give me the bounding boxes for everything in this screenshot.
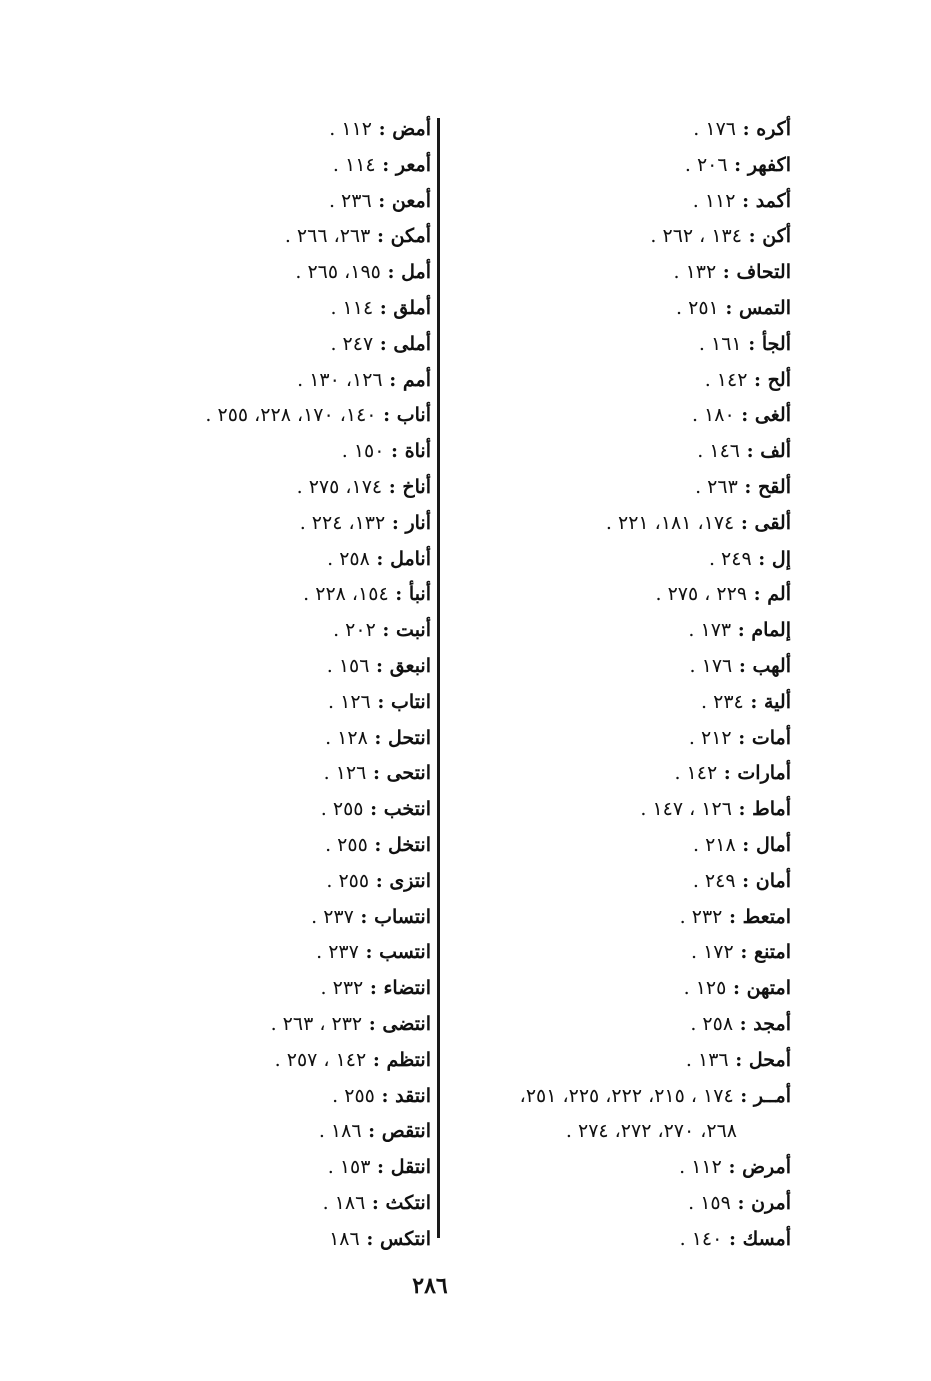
index-entry bbox=[61, 1186, 431, 1222]
index-entry bbox=[431, 398, 791, 434]
page-references: ١١٤ . bbox=[330, 296, 374, 319]
index-term: أملى bbox=[393, 332, 431, 355]
index-term: انتقل bbox=[390, 1156, 431, 1179]
page-references: ١٢٦، ١٣٠ . bbox=[297, 368, 383, 391]
index-term: إل bbox=[771, 547, 791, 570]
index-term: أمل bbox=[401, 261, 431, 284]
page-references: ١٧٣ . bbox=[688, 619, 732, 642]
term-separator: : bbox=[730, 1191, 752, 1214]
index-entry bbox=[61, 1007, 431, 1043]
index-entry bbox=[431, 900, 791, 936]
index-entry bbox=[431, 1079, 791, 1115]
page-references: ١٤٢ . bbox=[674, 762, 718, 785]
page-references: ١٤٢ ، ٢٥٧ . bbox=[274, 1048, 367, 1071]
index-entry bbox=[431, 184, 791, 220]
index-term: إلمام bbox=[751, 619, 791, 642]
index-entry bbox=[61, 864, 431, 900]
term-separator: : bbox=[373, 296, 394, 319]
index-entry bbox=[431, 1043, 791, 1079]
index-entry bbox=[61, 112, 431, 148]
page-references: ٢٣٢ . bbox=[679, 905, 723, 928]
page-references: ٢٣٤ . bbox=[701, 690, 744, 713]
page-references: ١١٢ . bbox=[679, 1156, 722, 1179]
page-references: ١٣٤ ، ٢٦٢ . bbox=[650, 225, 742, 248]
term-separator: : bbox=[366, 762, 387, 785]
index-entry bbox=[431, 649, 791, 685]
index-term: أمم bbox=[402, 368, 431, 391]
page-references: ٢٥٨ . bbox=[327, 547, 370, 570]
page-references: ١٥٦ . bbox=[326, 654, 370, 677]
page-references: ١٧٦ . bbox=[689, 654, 733, 677]
index-term: أمارات bbox=[737, 762, 791, 785]
page-references: ١٥٣ . bbox=[327, 1156, 371, 1179]
term-separator: : bbox=[376, 404, 397, 427]
index-term: انتحل bbox=[388, 726, 431, 749]
index-term: أمان bbox=[755, 869, 791, 892]
term-separator: : bbox=[367, 726, 389, 749]
index-term: امتنع bbox=[753, 941, 791, 964]
page-references: ١١٢ . bbox=[692, 189, 736, 212]
term-separator: : bbox=[740, 440, 761, 463]
term-separator: : bbox=[370, 225, 391, 248]
index-term: أنار bbox=[405, 511, 431, 534]
index-entry bbox=[61, 828, 431, 864]
term-separator: : bbox=[362, 1012, 383, 1035]
page-references: ٢٠٦ . bbox=[684, 153, 728, 176]
index-entry bbox=[431, 756, 791, 792]
index-entry bbox=[431, 1150, 791, 1186]
term-separator: : bbox=[722, 905, 743, 928]
index-entry bbox=[431, 1222, 791, 1258]
index-entry bbox=[431, 255, 791, 291]
index-term: أمحل bbox=[748, 1048, 791, 1071]
index-term: ألجأ bbox=[761, 332, 791, 355]
index-term: امتهن bbox=[746, 977, 791, 1000]
page-references: ١٨٦ . bbox=[318, 1120, 362, 1143]
term-separator: : bbox=[731, 798, 753, 821]
index-term: انتسب bbox=[379, 941, 431, 964]
index-term: أناة bbox=[404, 440, 431, 463]
index-term: انبعق bbox=[389, 654, 431, 677]
term-separator: : bbox=[353, 905, 375, 928]
page-references: ١٢٥ . bbox=[683, 977, 727, 1000]
term-separator: : bbox=[737, 475, 759, 498]
index-term: أملق bbox=[393, 296, 431, 319]
page-references: ١٥٩ . bbox=[688, 1191, 731, 1214]
index-term: انتحى bbox=[386, 762, 431, 785]
index-entry bbox=[431, 148, 791, 184]
index-term: أمال bbox=[755, 833, 791, 856]
term-separator: : bbox=[721, 1156, 743, 1179]
page-references: ١٣٢ . bbox=[673, 261, 717, 284]
index-term: أمات bbox=[751, 726, 791, 749]
index-term: أكمد bbox=[755, 189, 791, 212]
page-references: ١٧٤، ٢٧٥ . bbox=[296, 475, 383, 498]
term-separator: : bbox=[722, 1227, 743, 1250]
term-separator: : bbox=[733, 1084, 754, 1107]
index-term: أمجد bbox=[753, 1012, 791, 1035]
term-separator: : bbox=[731, 726, 752, 749]
term-separator: : bbox=[735, 833, 756, 856]
term-separator: : bbox=[716, 261, 737, 284]
index-term: أمــر bbox=[753, 1084, 791, 1107]
page-references: ٢١٨ . bbox=[692, 833, 736, 856]
index-term: امتعط bbox=[742, 905, 791, 928]
index-term: أمرن bbox=[751, 1191, 791, 1214]
page-references: ١٥٠ . bbox=[341, 440, 385, 463]
index-entry bbox=[61, 542, 431, 578]
term-separator: : bbox=[735, 869, 756, 892]
page-references: ٢٣٢ . bbox=[320, 977, 364, 1000]
term-separator: : bbox=[384, 440, 405, 463]
index-term: انتكث bbox=[385, 1191, 431, 1214]
page-references: ١٧٤ ، ٢١٥، ٢٢٢، ٢٢٥، ٢٥١، bbox=[519, 1084, 734, 1107]
term-separator: : bbox=[743, 690, 764, 713]
page-references: ٢٥١ . bbox=[676, 296, 719, 319]
index-entry bbox=[61, 577, 431, 613]
page-references: ١٤٢ . bbox=[704, 368, 748, 391]
index-entry bbox=[431, 792, 791, 828]
term-separator: : bbox=[735, 189, 756, 212]
page-references: ٢٠٢ . bbox=[333, 619, 376, 642]
index-entry bbox=[61, 900, 431, 936]
page-references: ٢٣٧ . bbox=[311, 905, 354, 928]
page-references: ١٨٦ bbox=[329, 1227, 360, 1250]
index-term: انتكس bbox=[379, 1227, 431, 1250]
term-separator: : bbox=[734, 404, 755, 427]
index-entry bbox=[431, 363, 791, 399]
term-separator: : bbox=[367, 833, 389, 856]
index-term: ألح bbox=[767, 368, 791, 391]
page-references: ٢٥٥ . bbox=[320, 798, 364, 821]
term-separator: : bbox=[370, 1156, 391, 1179]
term-separator: : bbox=[727, 153, 748, 176]
index-entry bbox=[61, 792, 431, 828]
index-entry bbox=[431, 721, 791, 757]
index-entry bbox=[431, 577, 791, 613]
index-entry bbox=[61, 1114, 431, 1150]
page-references: ١٨٦ . bbox=[322, 1191, 366, 1214]
index-entry bbox=[61, 971, 431, 1007]
term-separator: : bbox=[734, 511, 755, 534]
index-entry bbox=[61, 327, 431, 363]
term-separator: : bbox=[732, 654, 753, 677]
term-separator: : bbox=[370, 690, 392, 713]
term-separator: : bbox=[733, 941, 754, 964]
index-term: ألقح bbox=[758, 475, 791, 498]
page-references: ١٢٦ . bbox=[328, 690, 371, 713]
index-term: أكن bbox=[762, 225, 791, 248]
index-entry bbox=[61, 219, 431, 255]
term-separator: : bbox=[741, 332, 762, 355]
index-entry bbox=[61, 756, 431, 792]
index-entry bbox=[431, 864, 791, 900]
page-references: ٢٤٩ . bbox=[692, 869, 736, 892]
page-references: ٢٦٣، ٢٦٦ . bbox=[284, 225, 371, 248]
index-term: ألية bbox=[764, 690, 791, 713]
index-entry bbox=[431, 935, 791, 971]
page-references: ١٥٤، ٢٢٨ . bbox=[303, 583, 389, 606]
index-entry bbox=[61, 649, 431, 685]
index-entry bbox=[431, 685, 791, 721]
term-separator: : bbox=[731, 619, 752, 642]
page-references: ٢٥٨ . bbox=[690, 1012, 734, 1035]
index-entry bbox=[431, 971, 791, 1007]
page-references: ٢٦٨، ٢٧٠، ٢٧٢، ٢٧٤ . bbox=[565, 1120, 737, 1143]
term-separator: : bbox=[382, 475, 403, 498]
index-entry bbox=[431, 327, 791, 363]
index-term: انتضى bbox=[382, 1012, 431, 1035]
page-references: ١٢٦ ، ١٤٧ . bbox=[640, 798, 732, 821]
term-separator: : bbox=[372, 118, 393, 140]
index-term: أمكن bbox=[390, 225, 431, 248]
index-term: انتاب bbox=[391, 690, 431, 713]
page-references: ١٧٤، ١٨١، ٢٢١ . bbox=[605, 511, 735, 534]
index-entry bbox=[431, 291, 791, 327]
index-entry bbox=[61, 255, 431, 291]
page-references: ٢٦٣ . bbox=[695, 475, 738, 498]
term-separator: : bbox=[369, 654, 390, 677]
term-separator: : bbox=[369, 869, 390, 892]
term-separator: : bbox=[369, 547, 391, 570]
index-term: أمعن bbox=[391, 189, 431, 212]
term-separator: : bbox=[388, 583, 409, 606]
index-term: أمعر bbox=[395, 153, 431, 176]
index-term: انتقد bbox=[395, 1084, 431, 1107]
page-references: ١٩٥، ٢٦٥ . bbox=[295, 261, 381, 284]
term-separator: : bbox=[751, 547, 772, 570]
index-term: أمسك bbox=[742, 1227, 791, 1250]
term-separator: : bbox=[382, 368, 403, 391]
page-references: ١٣٢، ٢٢٤ . bbox=[299, 511, 386, 534]
index-entry bbox=[61, 148, 431, 184]
index-column-right bbox=[431, 112, 791, 1258]
term-separator: : bbox=[361, 1120, 382, 1143]
index-term: انتخل bbox=[388, 833, 431, 856]
term-separator: : bbox=[371, 189, 392, 212]
term-separator: : bbox=[728, 1048, 749, 1071]
term-separator: : bbox=[375, 153, 396, 176]
index-column-left bbox=[61, 112, 431, 1258]
index-entry bbox=[61, 613, 431, 649]
index-term: أنامل bbox=[390, 547, 431, 570]
term-separator: : bbox=[718, 296, 739, 319]
index-entry bbox=[61, 935, 431, 971]
index-entry bbox=[431, 828, 791, 864]
page-references: ١٨٠ . bbox=[691, 404, 735, 427]
index-entry bbox=[61, 398, 431, 434]
index-entry bbox=[431, 506, 791, 542]
term-separator: : bbox=[733, 1012, 754, 1035]
term-separator: : bbox=[375, 619, 397, 642]
term-separator: : bbox=[735, 118, 757, 140]
term-separator: : bbox=[717, 762, 738, 785]
index-term: انتقص bbox=[381, 1120, 431, 1143]
page-references: ٢٢٩ ، ٢٧٥ . bbox=[655, 583, 748, 606]
index-entry bbox=[61, 363, 431, 399]
page-references: ٢٤٩ . bbox=[708, 547, 752, 570]
term-separator: : bbox=[741, 225, 763, 248]
term-separator: : bbox=[380, 261, 402, 284]
index-entry bbox=[431, 1186, 791, 1222]
term-separator: : bbox=[363, 798, 384, 821]
term-separator: : bbox=[365, 1191, 386, 1214]
index-term: ألف bbox=[760, 440, 791, 463]
page-references: ٢٣٦ . bbox=[328, 189, 372, 212]
page-references: ١٢٨ . bbox=[325, 726, 368, 749]
page-references: ٢٣٧ . bbox=[316, 941, 359, 964]
term-separator: : bbox=[726, 977, 747, 1000]
index-entry bbox=[61, 1222, 431, 1258]
index-entry bbox=[61, 184, 431, 220]
page-references: ١٤٠، ١٧٠، ٢٢٨، ٢٥٥ . bbox=[205, 404, 377, 427]
index-entry bbox=[61, 1079, 431, 1115]
index-entry bbox=[431, 434, 791, 470]
index-term: التمس bbox=[738, 296, 791, 319]
index-term: انتضاء bbox=[383, 977, 431, 1000]
term-separator: : bbox=[358, 941, 380, 964]
term-separator: : bbox=[374, 1084, 396, 1107]
index-term: أماط bbox=[752, 798, 791, 821]
index-entry bbox=[431, 613, 791, 649]
page-references: ٢٤٧ . bbox=[330, 332, 374, 355]
page-references: ١١٤ . bbox=[332, 153, 376, 176]
page-references: ١٤٠ . bbox=[679, 1227, 723, 1250]
index-entry bbox=[431, 542, 791, 578]
index-term: انتظم bbox=[386, 1048, 431, 1071]
term-separator: : bbox=[363, 977, 384, 1000]
page-references: ٢١٢ . bbox=[688, 726, 732, 749]
page-references: ١٧٢ . bbox=[690, 941, 734, 964]
index-term: انتساب bbox=[374, 905, 431, 928]
term-separator: : bbox=[359, 1227, 380, 1250]
index-term: انتزى bbox=[389, 869, 431, 892]
index-term: ألم bbox=[767, 583, 791, 606]
page-references: ١٧٦ . bbox=[693, 118, 736, 140]
index-term: أناخ bbox=[402, 475, 431, 498]
index-entry bbox=[61, 470, 431, 506]
page-references: ٢٥٥ . bbox=[326, 869, 370, 892]
page-references: ١١٢ . bbox=[329, 118, 373, 140]
page-references: ١٤٦ . bbox=[697, 440, 740, 463]
index-entry bbox=[431, 1007, 791, 1043]
index-entry bbox=[431, 1114, 791, 1150]
index-entry bbox=[61, 1150, 431, 1186]
index-entry bbox=[61, 721, 431, 757]
page-references: ١٦١ . bbox=[698, 332, 742, 355]
index-term: اكفهر bbox=[747, 153, 791, 176]
page-references: ٢٣٢ ، ٢٦٣ . bbox=[270, 1012, 363, 1035]
index-entry bbox=[431, 219, 791, 255]
index-term: أكره bbox=[756, 118, 791, 140]
index-entry bbox=[431, 112, 791, 148]
index-term: التحاف bbox=[736, 261, 791, 284]
term-separator: : bbox=[373, 332, 394, 355]
index-entry bbox=[431, 470, 791, 506]
index-entry bbox=[61, 434, 431, 470]
index-entry bbox=[61, 291, 431, 327]
index-term: ألقى bbox=[754, 511, 791, 534]
page-references: ٢٥٥ . bbox=[332, 1084, 375, 1107]
index-entry bbox=[61, 1043, 431, 1079]
term-separator: : bbox=[747, 583, 768, 606]
column-divider bbox=[437, 118, 440, 1238]
index-term: انتخب bbox=[383, 798, 431, 821]
index-term: أنبت bbox=[396, 619, 431, 642]
index-term: أمرض bbox=[742, 1156, 791, 1179]
index-term: ألغى bbox=[754, 404, 791, 427]
term-separator: : bbox=[385, 511, 406, 534]
index-entry bbox=[61, 685, 431, 721]
term-separator: : bbox=[747, 368, 768, 391]
page-references: ١٣٦ . bbox=[685, 1048, 729, 1071]
term-separator: : bbox=[366, 1048, 387, 1071]
page-references: ٢٥٥ . bbox=[325, 833, 368, 856]
index-term: أناب bbox=[396, 404, 431, 427]
page-number: ٢٨٦ bbox=[412, 1273, 448, 1299]
index-term: أمض bbox=[392, 118, 431, 140]
index-entry bbox=[61, 506, 431, 542]
index-term: أنبأ bbox=[408, 583, 431, 606]
index-term: ألهب bbox=[752, 654, 791, 677]
page-references: ١٢٦ . bbox=[323, 762, 367, 785]
